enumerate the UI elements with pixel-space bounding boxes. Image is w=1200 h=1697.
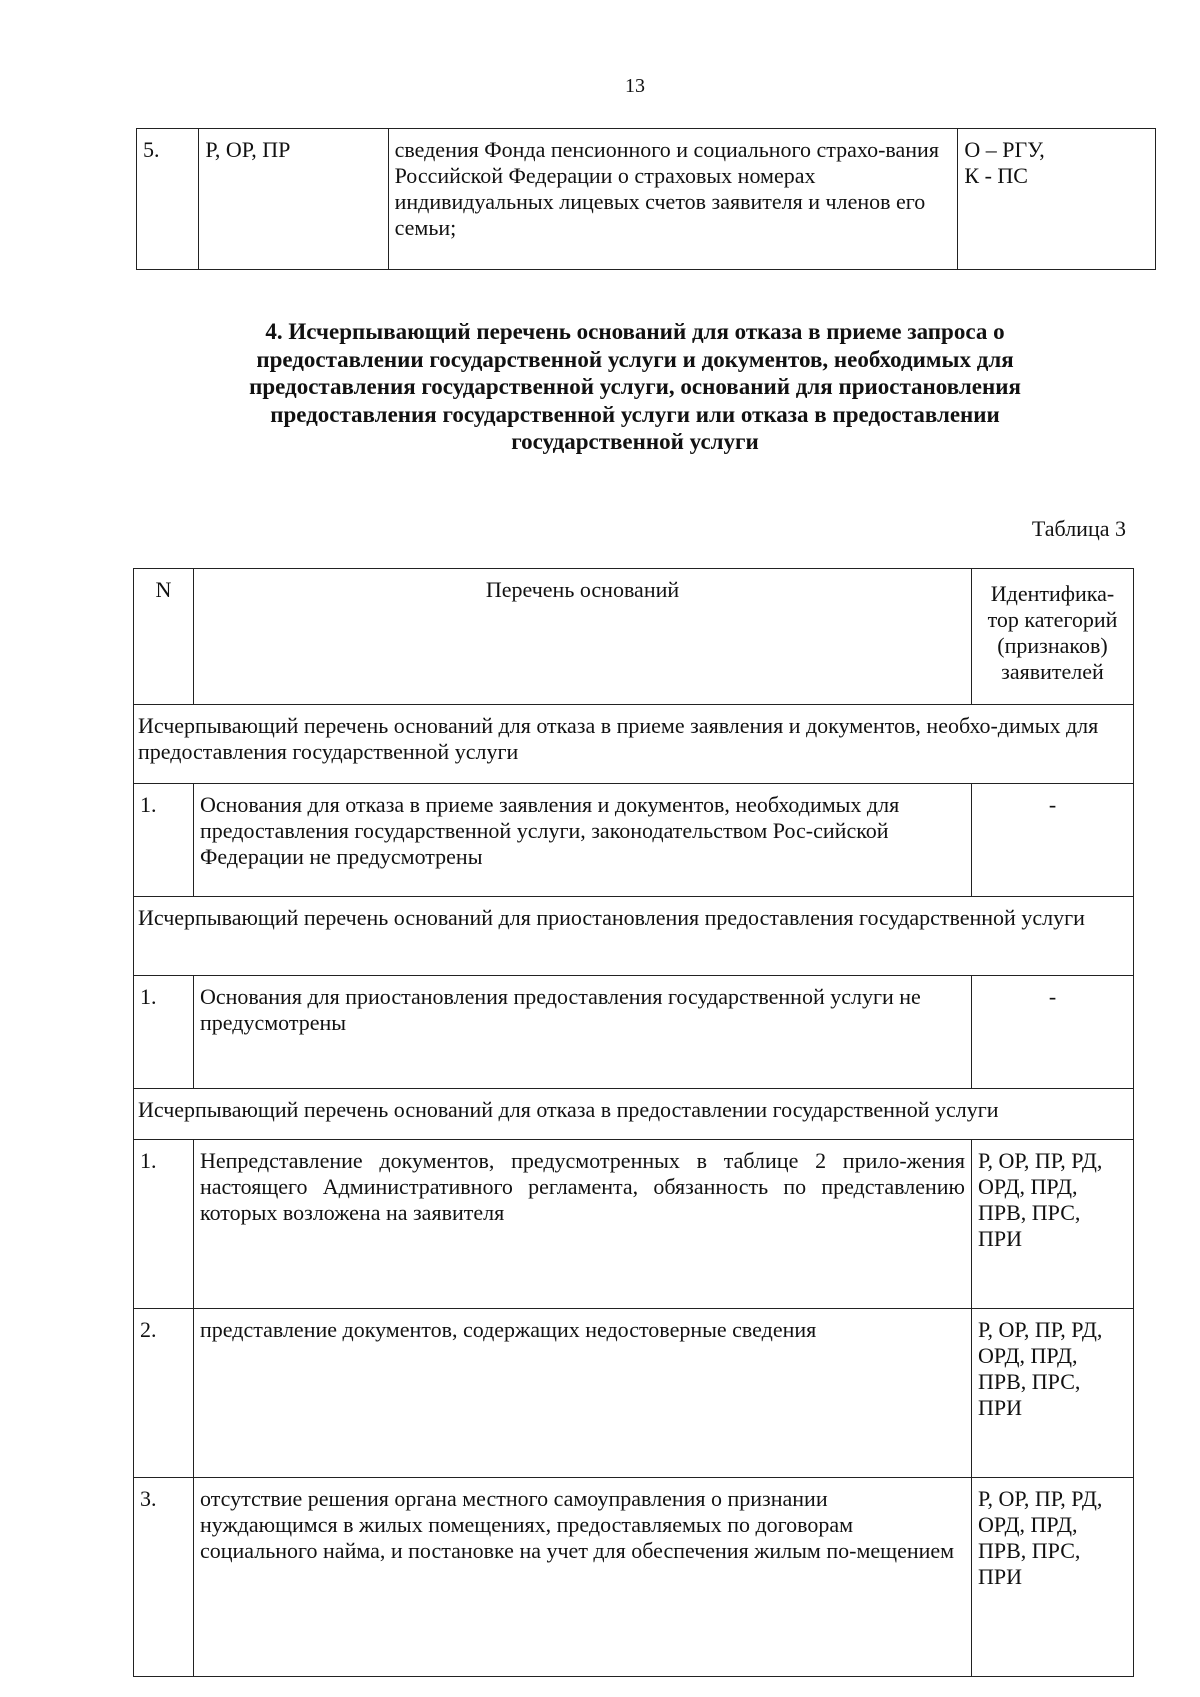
row-identifier: Р, ОР, ПР, РД, ОРД, ПРД, ПРВ, ПРС, ПРИ [972,1140,1134,1309]
row-identifier: Р, ОР, ПР, РД, ОРД, ПРД, ПРВ, ПРС, ПРИ [972,1478,1134,1677]
row-identifier: Р, ОР, ПР, РД, ОРД, ПРД, ПРВ, ПРС, ПРИ [972,1309,1134,1478]
group-title: Исчерпывающий перечень оснований для отказа в предоставлении государственной услуги [134,1089,1134,1140]
row-identifier: - [972,976,1134,1089]
row-description: сведения Фонда пенсионного и социального страхо-вания Российской Федерации о страховых номерах индивидуальных лицевых счетов заявителя и членов его семьи; [388,129,958,270]
row-number: 1. [134,784,194,897]
group-title-row [134,1089,1134,1140]
row-text: Непредставление документов, предусмотренных в таблице 2 прило-жения настоящего Административного регламента, обязанность по представлению которых возложена на заявителя [194,1140,972,1309]
group-title-row [134,897,1134,976]
group-title: Исчерпывающий перечень оснований для отказа в приеме заявления и документов, необхо-димых для предоставления государственной услуги [134,705,1134,784]
row-text: Основания для отказа в приеме заявления и документов, необходимых для предоставления государственной услуги, законодательством Рос-сийской Федерации не предусмотрены [194,784,972,897]
row-identifier: - [972,784,1134,897]
header-identifier: Идентифика-тор категорий (признаков) заявителей [972,569,1134,705]
header-list: Перечень оснований [194,569,972,705]
page-number: 13 [625,75,645,97]
table-row [134,1478,1134,1677]
row-number: 2. [134,1309,194,1478]
row-text: Основания для приостановления предоставления государственной услуги не предусмотрены [194,976,972,1089]
group-title-row [134,705,1134,784]
grounds-table [133,568,1134,1677]
row-text: отсутствие решения органа местного самоуправления о признании нуждающимся в жилых помещениях, предоставляемых по договорам социального найма, и постановке на учет для обеспечения жилым по-мещением [194,1478,972,1677]
table-row [134,784,1134,897]
table-row [137,129,1156,270]
row-number: 5. [137,129,199,270]
table-header-row [134,569,1134,705]
section-heading: 4. Исчерпывающий перечень оснований для отказа в приеме запроса о предоставлении государственной услуги и документов, необходимых для предоставления государственной услуги, оснований для приостановления предоставления государственной услуги или отказа в предоставлении государственной услуги [249,319,1021,454]
source-line: О – РГУ, [964,137,1045,162]
row-number: 3. [134,1478,194,1677]
continued-table [136,128,1156,270]
table-row [134,976,1134,1089]
row-text: представление документов, содержащих недостоверные сведения [194,1309,972,1478]
source-line: К - ПС [964,163,1028,188]
group-title: Исчерпывающий перечень оснований для приостановления предоставления государственной услуги [134,897,1134,976]
row-categories: Р, ОР, ПР [199,129,388,270]
table-caption: Таблица 3 [1031,516,1126,541]
row-source [958,129,1156,270]
row-number: 1. [134,1140,194,1309]
table-row [134,1309,1134,1478]
table-row [134,1140,1134,1309]
header-n: N [134,569,194,705]
row-number: 1. [134,976,194,1089]
